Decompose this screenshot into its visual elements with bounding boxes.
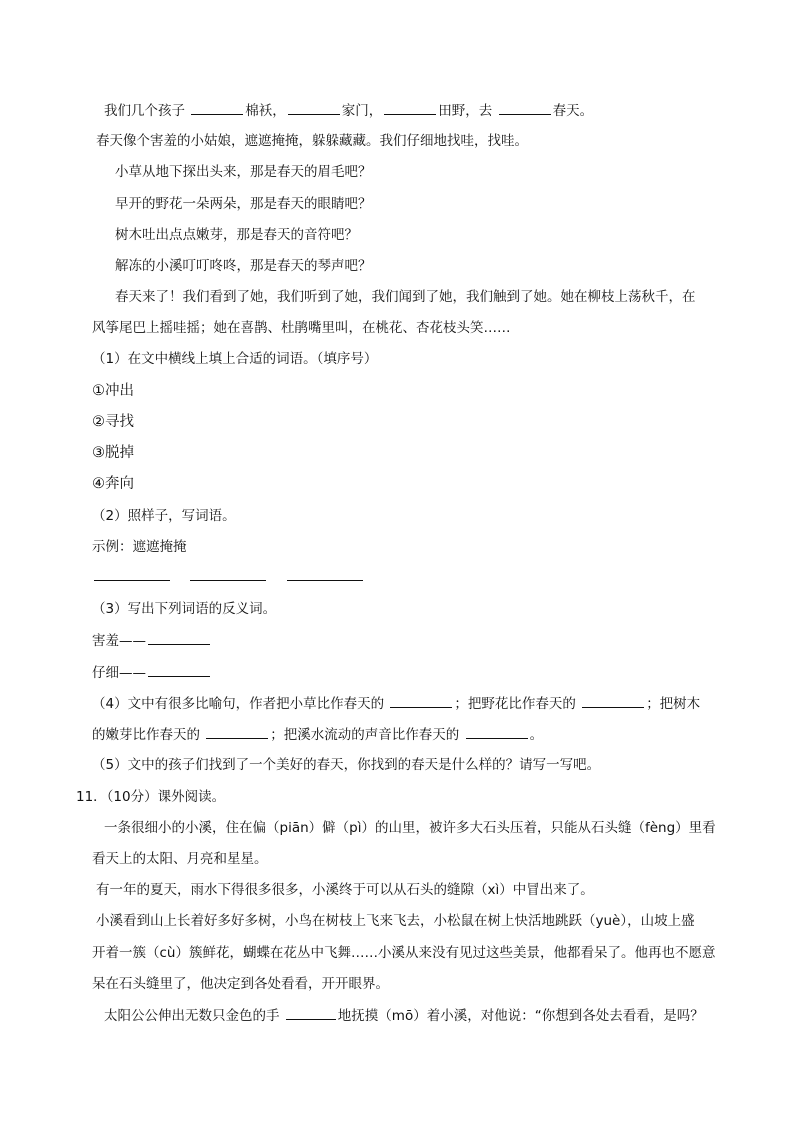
passage-line-1: 我们几个孩子 棉袄， 家门， 田野，去 春天。 <box>104 100 593 121</box>
answer-blank[interactable] <box>466 724 528 739</box>
passage-line-3: 小草从地下探出头来，那是春天的眉毛吧？ <box>115 164 372 180</box>
reading-para-3c: 呆在石头缝里了，他决定到各处看看，开开眼界。 <box>92 976 389 992</box>
reading-para-3: 小溪看到山上长着好多好多树，小鸟在树枝上飞来飞去，小松鼠在树上快活地跳跃（yuè），山坡上盛 <box>96 913 695 929</box>
answer-blank[interactable] <box>206 724 268 739</box>
blank-line <box>191 100 243 115</box>
passage-line-7: 春天来了！我们看到了她，我们听到了她，我们闻到了她，我们触到了她。她在柳枝上荡秋千，在 <box>115 289 696 305</box>
blank-line <box>288 100 340 115</box>
passage-line-6: 解冻的小溪叮叮咚咚，那是春天的琴声吧？ <box>115 258 372 274</box>
option-2: ②寻找 <box>92 414 134 430</box>
question-3: （3）写出下列词语的反义词。 <box>92 601 277 617</box>
blank-line <box>499 100 551 115</box>
reading-para-3b: 开着一簇（cù）簇鲜花，蝴蝶在花丛中飞舞……小溪从来没有见过这些美景，他都看呆了。他再也不愿意 <box>92 945 716 961</box>
answer-blank[interactable] <box>287 566 363 581</box>
reading-para-1: 一条很细小的小溪，住在偏（piān）僻（pì）的山里，被许多大石头压着，只能从石头缝（fèng）里看 <box>104 820 716 836</box>
passage-line-2: 春天像个害羞的小姑娘，遮遮掩掩，躲躲藏藏。我们仔细地找哇，找哇。 <box>96 133 528 149</box>
answer-blanks-row <box>92 566 365 587</box>
antonym-row-1: 害羞—— <box>92 630 212 651</box>
reading-para-4: 太阳公公伸出无数只金色的手 地抚摸（mō）着小溪，对他说：“你想到各处去看看，是吗？ <box>104 1005 704 1026</box>
answer-blank[interactable] <box>94 566 170 581</box>
answer-blank[interactable] <box>582 693 644 708</box>
answer-blank[interactable] <box>286 1005 336 1020</box>
question-5: （5）文中的孩子们找到了一个美好的春天，你找到的春天是什么样的？请写一写吧。 <box>92 757 601 773</box>
answer-blank[interactable] <box>148 630 210 645</box>
example-text: 示例：遮遮掩掩 <box>92 539 187 555</box>
blank-line <box>384 100 436 115</box>
question-1: （1）在文中横线上填上合适的词语。（填序号） <box>92 351 378 367</box>
answer-blank[interactable] <box>390 693 452 708</box>
answer-blank[interactable] <box>148 662 210 677</box>
option-1: ①冲出 <box>92 383 134 399</box>
question-2: （2）照样子，写词语。 <box>92 508 236 524</box>
passage-line-5: 树木吐出点点嫩芽，那是春天的音符吧？ <box>115 227 358 243</box>
problem-11-header: 11．（10分）课外阅读。 <box>76 789 226 805</box>
passage-line-4: 早开的野花一朵两朵，那是春天的眼睛吧？ <box>115 196 372 212</box>
reading-para-1b: 看天上的太阳、月亮和星星。 <box>92 851 268 867</box>
question-4-line-1: （4）文中有很多比喻句，作者把小草比作春天的 ；把野花比作春天的 ；把树木 <box>92 693 700 714</box>
option-3: ③脱掉 <box>92 445 134 461</box>
question-4-line-2: 的嫩芽比作春天的 ；把溪水流动的声音比作春天的 。 <box>92 724 543 745</box>
passage-line-8: 风筝尾巴上摇哇摇；她在喜鹊、杜鹃嘴里叫，在桃花、杏花枝头笑…… <box>92 320 511 336</box>
antonym-row-2: 仔细—— <box>92 662 212 683</box>
reading-para-2: 有一年的夏天，雨水下得很多很多，小溪终于可以从石头的缝隙（xì）中冒出来了。 <box>96 882 594 898</box>
option-4: ④奔向 <box>92 476 134 492</box>
answer-blank[interactable] <box>190 566 266 581</box>
